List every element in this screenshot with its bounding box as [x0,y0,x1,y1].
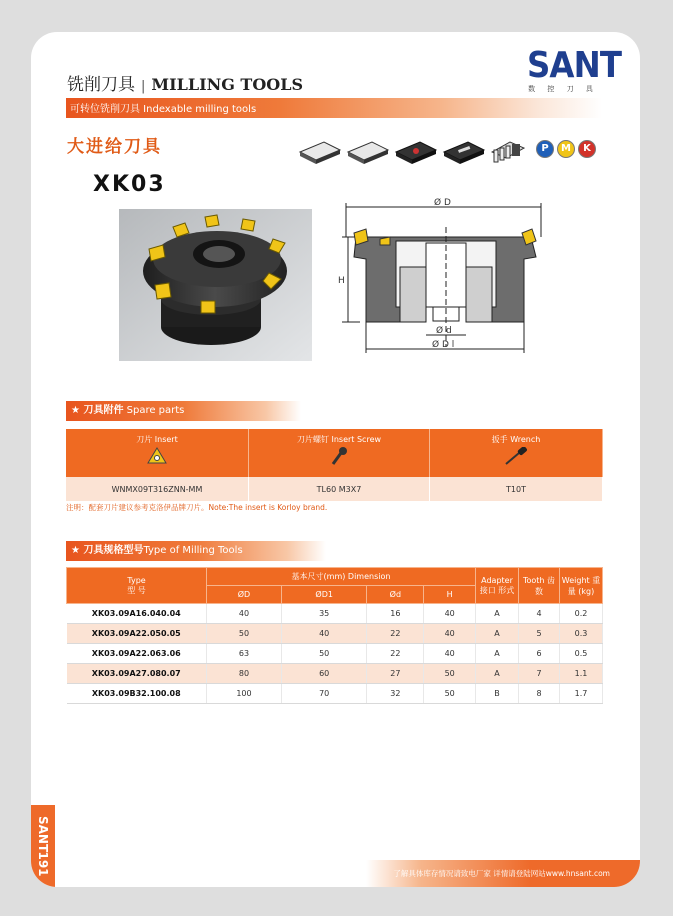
dim-header-D: ØD [207,586,282,604]
table-cell: 50 [281,644,366,664]
insert-shape-5-icon [492,142,524,162]
table-cell: XK03.09A22.063.06 [67,644,207,664]
table-cell: B [476,684,519,704]
types-header [66,541,326,561]
category-bar-label: 可转位铣削刀具 Indexable milling tools [70,104,257,115]
insert-shape-2-icon [348,142,388,164]
type-column-header [67,568,207,604]
table-cell: 27 [367,664,424,684]
table-cell: 1.1 [560,664,603,684]
insert-shape-3-icon [396,142,436,164]
table-row [67,624,603,644]
spare-col-insert [66,429,249,477]
insert-icon [147,447,167,465]
material-k-badge: K [578,140,596,158]
tooth-header: Tooth 齿数 [519,568,560,604]
table-cell: A [476,604,519,624]
cutter-technical-drawing [336,197,551,362]
dim-header-D1: ØD1 [281,586,366,604]
table-cell: XK03.09B32.100.08 [67,684,207,704]
table-row [67,684,603,704]
table-cell: 1.7 [560,684,603,704]
table-cell: 7 [519,664,560,684]
footer-bar [366,860,640,887]
table-cell: 35 [281,604,366,624]
type-header-en: Type [127,575,146,585]
insert-note: 注明：配套刀片建议参考克洛伊品牌刀片。Note:The insert is Korloy brand. [66,503,328,512]
spare-label-insert: 刀片 Insert [136,435,178,444]
logo-word: SANT [527,45,622,86]
table-cell: 70 [281,684,366,704]
insert-shape-1-icon [300,142,340,164]
table-cell: 0.3 [560,624,603,644]
table-cell: 40 [424,624,476,644]
dim-header-d: Ød [367,586,424,604]
table-cell: 32 [367,684,424,704]
material-badges [536,136,606,158]
table-cell: A [476,644,519,664]
header-separator: | [141,79,146,94]
category-title: 大进给刀具 [67,137,162,157]
tool-types-table [66,567,603,704]
table-cell: 50 [424,684,476,704]
table-cell: 40 [207,604,282,624]
insert-shape-4-icon [444,142,484,164]
dimension-header: 基本尺寸(mm) Dimension [207,568,476,586]
table-cell: 6 [519,644,560,664]
screw-icon [329,447,349,465]
dim-D-label: Ø D [434,198,451,208]
dim-d-label: Ø d [436,326,452,336]
milling-cutter-photo [119,209,312,361]
table-cell: 8 [519,684,560,704]
spare-value-screw: TL60 M3X7 [249,477,430,501]
table-cell: 22 [367,624,424,644]
dim-H-label: H [338,276,345,286]
table-cell: XK03.09A16.040.04 [67,604,207,624]
logo-subtitle: 数 控 刀 具 [528,85,598,93]
table-cell: 40 [424,644,476,664]
table-cell: 80 [207,664,282,684]
spare-parts-header [66,401,301,421]
type-header-zh: 型 号 [127,585,146,595]
table-cell: 0.2 [560,604,603,624]
types-title-zh: ★ 刀具规格型号 [71,545,144,556]
spare-parts-table [66,429,603,501]
spare-col-wrench [430,429,603,477]
table-cell: XK03.09A22.050.05 [67,624,207,644]
spare-col-screw [249,429,430,477]
insert-shapes-icon [296,136,526,166]
spare-value-wrench: T10T [430,477,603,501]
model-title: XK03 [93,172,166,197]
weight-header: Weight 重量 (kg) [560,568,603,604]
category-bar [66,98,602,118]
side-tab [31,805,55,887]
table-cell: 100 [207,684,282,704]
table-cell: 22 [367,644,424,664]
table-cell: A [476,624,519,644]
sant-logo [523,45,622,102]
spare-parts-title-zh: ★ 刀具附件 [71,405,124,416]
table-cell: 16 [367,604,424,624]
header-zh-title: 铣削刀具 [67,75,135,95]
table-cell: 40 [424,604,476,624]
table-cell: 63 [207,644,282,664]
spare-label-wrench: 扳手 Wrench [491,435,541,444]
material-p-badge: P [536,140,554,158]
spare-parts-title-en: Spare parts [123,405,185,416]
footer-text: 了解具体库存情况请致电厂家 详情请登陆网站www.hnsant.com [393,869,610,878]
material-m-badge: M [557,140,575,158]
dim-D1-label: Ø D l [432,340,455,350]
wrench-icon [503,447,529,465]
catalog-page [31,32,640,887]
table-cell: 0.5 [560,644,603,664]
table-row [67,604,603,624]
header-en-title: MILLING TOOLS [151,75,304,94]
adapter-header: Adapter 接口 形式 [476,568,519,604]
table-cell: 4 [519,604,560,624]
page-number: 191 [36,851,50,877]
page-header [67,70,303,95]
side-brand: SANT [36,816,50,853]
dim-header-H: H [424,586,476,604]
table-cell: 50 [424,664,476,684]
table-cell: 5 [519,624,560,644]
table-cell: A [476,664,519,684]
spare-value-insert: WNMX09T316ZNN-MM [66,477,249,501]
table-row [67,664,603,684]
table-cell: XK03.09A27.080.07 [67,664,207,684]
spare-label-screw: 刀片螺钉 Insert Screw [296,435,382,444]
table-cell: 40 [281,624,366,644]
table-cell: 50 [207,624,282,644]
table-cell: 60 [281,664,366,684]
table-row [67,644,603,664]
types-title-en: Type of Milling Tools [143,545,243,556]
